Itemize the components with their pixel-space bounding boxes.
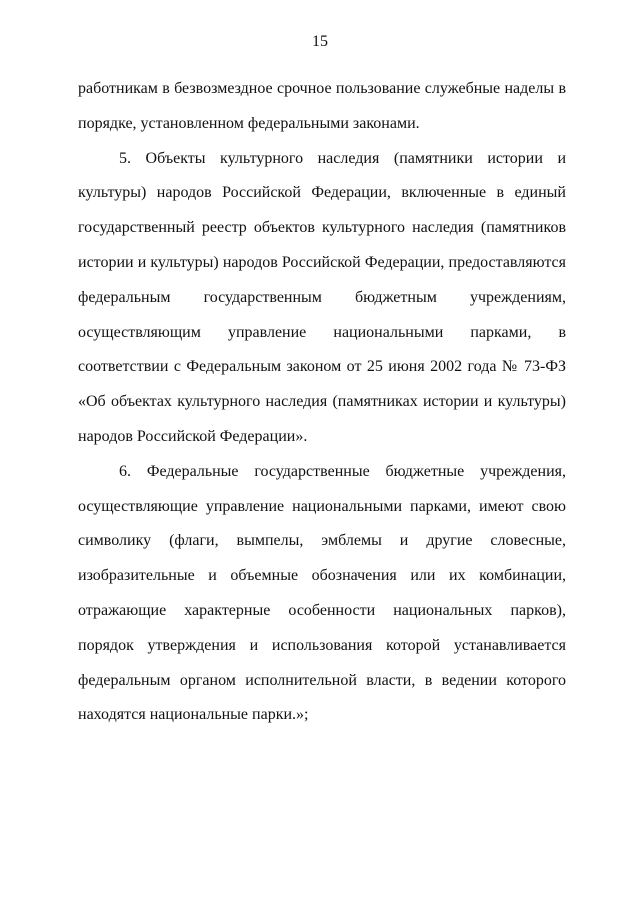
paragraph-continuation: работникам в безвозмездное срочное пользование служебные наделы в порядке, установленном федеральными законами.: [78, 80, 566, 132]
paragraph-item-5: 5. Объекты культурного наследия (памятники истории и культуры) народов Российской Федерации, включенные в единый государственный реестр объектов культурного наследия (памятников истории и культуры) народов Российской Федерации, предоставляются федеральным государственным бюджетным учреждениям, осуществляющим управление национальными парками, в соответствии с Федеральным законом от 25 июня 2002 года № 73-ФЗ «Об объектах культурного наследия (памятниках истории и культуры) народов Российской Федерации».: [78, 149, 566, 445]
page-number: 15: [312, 33, 328, 50]
document-body: [78, 72, 566, 733]
paragraph-item-6: 6. Федеральные государственные бюджетные учреждения, осуществляющие управление национальными парками, имеют свою символику (флаги, вымпелы, эмблемы и другие словесные, изобразительные и объемные обозначения или их комбинации, отражающие характерные особенности национальных парков), порядок утверждения и использования которой устанавливается федеральным органом исполнительной власти, в ведении которого находятся национальные парки.»;: [78, 462, 566, 724]
